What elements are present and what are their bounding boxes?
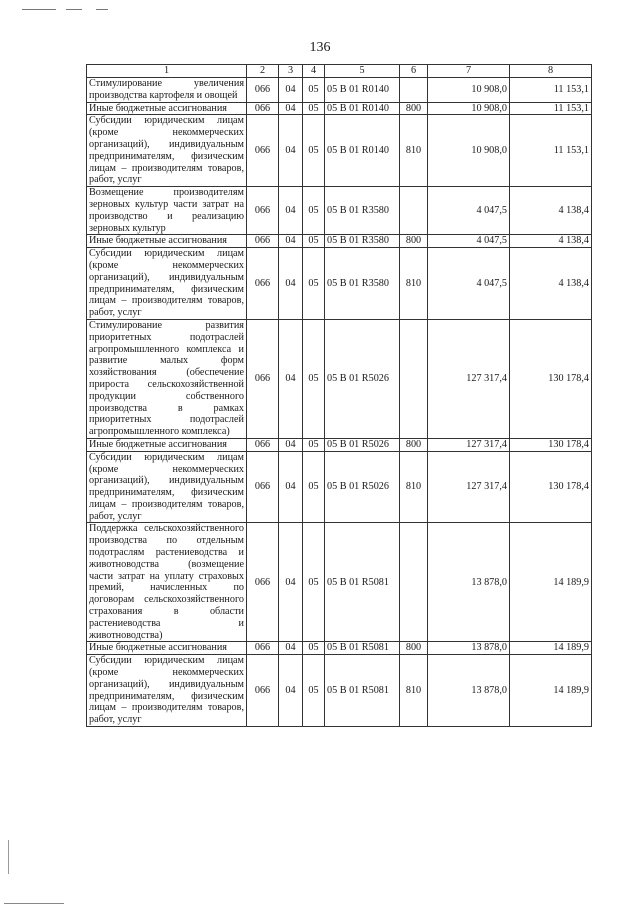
target-article-cell: 05 B 01 R0140 [325, 102, 400, 115]
table-row [87, 451, 592, 523]
expense-type-cell: 800 [400, 235, 428, 248]
table-row [87, 642, 592, 655]
amount-cell: 11 153,1 [510, 102, 592, 115]
expense-type-cell: 810 [400, 655, 428, 727]
subsection-cell: 05 [303, 438, 325, 451]
section-cell: 04 [279, 655, 303, 727]
section-cell: 04 [279, 248, 303, 320]
target-article-cell: 05 B 01 R5026 [325, 319, 400, 438]
row-name-cell: Субсидии юридическим лицам (кроме некоммерческих организаций), индивидуальным предпринимателям, физическим лицам – производителям товаров, работ, услуг [87, 248, 247, 320]
subsection-cell: 05 [303, 319, 325, 438]
amount-cell: 4 138,4 [510, 187, 592, 235]
code-cell: 066 [247, 451, 279, 523]
amount-cell: 4 047,5 [428, 187, 510, 235]
target-article-cell: 05 B 01 R5081 [325, 655, 400, 727]
amount-cell: 14 189,9 [510, 642, 592, 655]
header-cell: 3 [279, 65, 303, 78]
table-row [87, 102, 592, 115]
amount-cell: 4 047,5 [428, 248, 510, 320]
amount-cell: 10 908,0 [428, 78, 510, 103]
target-article-cell: 05 B 01 R0140 [325, 115, 400, 187]
amount-cell: 127 317,4 [428, 438, 510, 451]
header-cell: 1 [87, 65, 247, 78]
table-row [87, 319, 592, 438]
section-cell: 04 [279, 451, 303, 523]
expense-type-cell: 800 [400, 438, 428, 451]
row-name-cell: Иные бюджетные ассигнования [87, 102, 247, 115]
top-dash-1 [22, 9, 56, 10]
target-article-cell: 05 B 01 R3580 [325, 235, 400, 248]
amount-cell: 127 317,4 [428, 451, 510, 523]
section-cell: 04 [279, 102, 303, 115]
row-name-cell: Поддержка сельскохозяйственного производства по отдельным подотраслям растениеводства и животноводства (возмещение части затрат на уплату страховых премий, начисленных по договорам сельскохозяйственного страхования в области растениеводства и животноводства) [87, 523, 247, 642]
section-cell: 04 [279, 319, 303, 438]
amount-cell: 127 317,4 [428, 319, 510, 438]
amount-cell: 4 138,4 [510, 248, 592, 320]
margin-mark [8, 840, 9, 874]
code-cell: 066 [247, 235, 279, 248]
amount-cell: 14 189,9 [510, 655, 592, 727]
table-row [87, 115, 592, 187]
subsection-cell: 05 [303, 115, 325, 187]
amount-cell: 14 189,9 [510, 523, 592, 642]
row-name-cell: Иные бюджетные ассигнования [87, 642, 247, 655]
header-cell: 5 [325, 65, 400, 78]
subsection-cell: 05 [303, 235, 325, 248]
page-number: 136 [309, 40, 331, 55]
subsection-cell: 05 [303, 78, 325, 103]
code-cell: 066 [247, 642, 279, 655]
expense-type-cell: 800 [400, 642, 428, 655]
target-article-cell: 05 B 01 R5081 [325, 642, 400, 655]
target-article-cell: 05 B 01 R5026 [325, 451, 400, 523]
top-dash-2 [66, 9, 82, 10]
amount-cell: 130 178,4 [510, 438, 592, 451]
row-name-cell: Стимулирование увеличения производства картофеля и овощей [87, 78, 247, 103]
expense-type-cell [400, 78, 428, 103]
expense-type-cell [400, 523, 428, 642]
row-name-cell: Субсидии юридическим лицам (кроме некоммерческих организаций), индивидуальным предпринимателям, физическим лицам – производителям товаров, работ, услуг [87, 451, 247, 523]
section-cell: 04 [279, 187, 303, 235]
subsection-cell: 05 [303, 642, 325, 655]
section-cell: 04 [279, 235, 303, 248]
expense-type-cell: 800 [400, 102, 428, 115]
row-name-cell: Стимулирование развития приоритетных подотраслей агропромышленного комплекса и развитие малых форм хозяйствования (обеспечение прироста сельскохозяйственной продукции собственного производства в рамках приоритетных подотраслей агропромышленного комплекса) [87, 319, 247, 438]
top-dash-3 [96, 9, 108, 10]
table-row [87, 235, 592, 248]
amount-cell: 11 153,1 [510, 115, 592, 187]
header-row [87, 65, 592, 78]
amount-cell: 13 878,0 [428, 523, 510, 642]
subsection-cell: 05 [303, 523, 325, 642]
code-cell: 066 [247, 78, 279, 103]
table-row [87, 655, 592, 727]
code-cell: 066 [247, 523, 279, 642]
section-cell: 04 [279, 115, 303, 187]
row-name-cell: Субсидии юридическим лицам (кроме некоммерческих организаций), индивидуальным предпринимателям, физическим лицам – производителям товаров, работ, услуг [87, 115, 247, 187]
code-cell: 066 [247, 102, 279, 115]
bottom-line [4, 903, 64, 904]
budget-table [86, 64, 592, 727]
subsection-cell: 05 [303, 451, 325, 523]
target-article-cell: 05 B 01 R3580 [325, 248, 400, 320]
amount-cell: 10 908,0 [428, 115, 510, 187]
target-article-cell: 05 B 01 R0140 [325, 78, 400, 103]
code-cell: 066 [247, 115, 279, 187]
table-row [87, 248, 592, 320]
code-cell: 066 [247, 319, 279, 438]
header-cell: 6 [400, 65, 428, 78]
amount-cell: 13 878,0 [428, 655, 510, 727]
code-cell: 066 [247, 187, 279, 235]
amount-cell: 10 908,0 [428, 102, 510, 115]
section-cell: 04 [279, 438, 303, 451]
section-cell: 04 [279, 78, 303, 103]
code-cell: 066 [247, 248, 279, 320]
section-cell: 04 [279, 523, 303, 642]
expense-type-cell: 810 [400, 248, 428, 320]
header-cell: 8 [510, 65, 592, 78]
section-cell: 04 [279, 642, 303, 655]
table-row [87, 438, 592, 451]
expense-type-cell [400, 319, 428, 438]
code-cell: 066 [247, 655, 279, 727]
target-article-cell: 05 B 01 R5081 [325, 523, 400, 642]
table-row [87, 523, 592, 642]
amount-cell: 130 178,4 [510, 319, 592, 438]
expense-type-cell: 810 [400, 115, 428, 187]
row-name-cell: Субсидии юридическим лицам (кроме некоммерческих организаций), индивидуальным предпринимателям, физическим лицам – производителям товаров, работ, услуг [87, 655, 247, 727]
amount-cell: 130 178,4 [510, 451, 592, 523]
header-cell: 2 [247, 65, 279, 78]
expense-type-cell: 810 [400, 451, 428, 523]
header-cell: 7 [428, 65, 510, 78]
row-name-cell: Возмещение производителям зерновых культур части затрат на производство и реализацию зерновых культур [87, 187, 247, 235]
row-name-cell: Иные бюджетные ассигнования [87, 438, 247, 451]
amount-cell: 13 878,0 [428, 642, 510, 655]
subsection-cell: 05 [303, 187, 325, 235]
code-cell: 066 [247, 438, 279, 451]
table-row [87, 78, 592, 103]
subsection-cell: 05 [303, 248, 325, 320]
expense-type-cell [400, 187, 428, 235]
row-name-cell: Иные бюджетные ассигнования [87, 235, 247, 248]
amount-cell: 11 153,1 [510, 78, 592, 103]
subsection-cell: 05 [303, 655, 325, 727]
target-article-cell: 05 B 01 R3580 [325, 187, 400, 235]
amount-cell: 4 047,5 [428, 235, 510, 248]
target-article-cell: 05 B 01 R5026 [325, 438, 400, 451]
header-cell: 4 [303, 65, 325, 78]
table-row [87, 187, 592, 235]
amount-cell: 4 138,4 [510, 235, 592, 248]
subsection-cell: 05 [303, 102, 325, 115]
